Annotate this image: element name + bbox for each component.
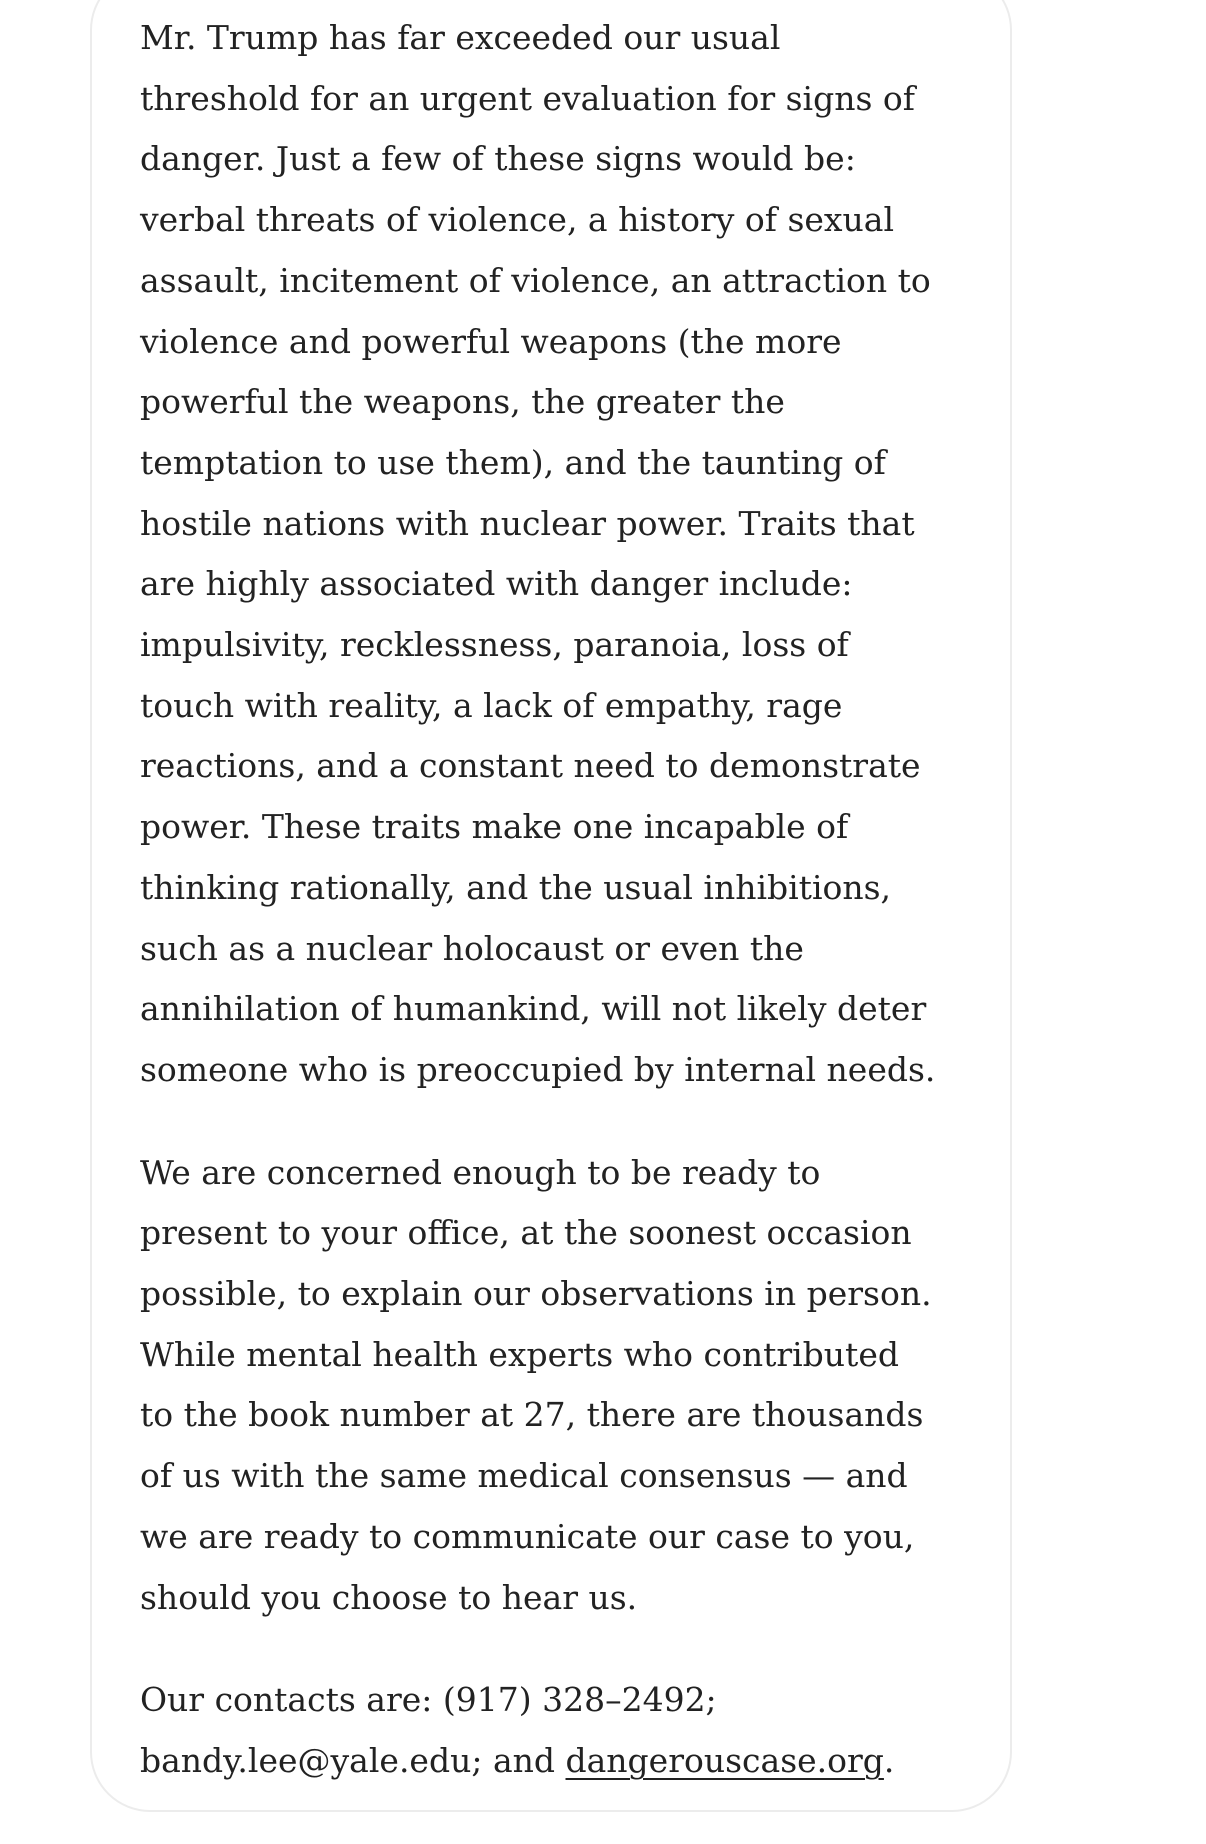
text-line: annihilation of humankind, will not likely deter xyxy=(140,989,927,1029)
text-line: assault, incitement of violence, an attraction to xyxy=(140,260,931,300)
text-line: temptation to use them), and the taunting of xyxy=(140,442,886,482)
paragraph-ready-to-present xyxy=(140,1143,980,1629)
paragraph-danger-signs xyxy=(140,8,980,1101)
text-line: impulsivity, recklessness, paranoia, loss of xyxy=(140,625,849,665)
text-line: verbal threats of violence, a history of sexual xyxy=(140,200,895,240)
text-line: such as a nuclear holocaust or even the xyxy=(140,928,804,968)
text-line: hostile nations with nuclear power. Traits that xyxy=(140,503,915,543)
text-line: We are concerned enough to be ready to xyxy=(140,1152,821,1192)
text-line: to the book number at 27, there are thousands xyxy=(140,1395,924,1435)
text-line: should you choose to hear us. xyxy=(140,1577,638,1617)
paragraph-contacts xyxy=(140,1670,980,1791)
contacts-email-line xyxy=(140,1731,980,1792)
text-line: threshold for an urgent evaluation for signs of xyxy=(140,78,915,118)
text-line: of us with the same medical consensus — and xyxy=(140,1456,908,1496)
text-line: are highly associated with danger include: xyxy=(140,564,853,604)
text-line: Mr. Trump has far exceeded our usual xyxy=(140,18,781,57)
text-line: danger. Just a few of these signs would be: xyxy=(140,139,856,179)
text-line: thinking rationally, and the usual inhibitions, xyxy=(140,867,892,907)
dangerouscase-link[interactable]: dangerouscase.org xyxy=(565,1740,884,1780)
text-line: While mental health experts who contributed xyxy=(140,1334,899,1374)
text-line: someone who is preoccupied by internal needs. xyxy=(140,1049,936,1089)
email-text: bandy.lee@yale.edu; and xyxy=(140,1740,566,1780)
article-body xyxy=(140,8,980,1834)
text-line: present to your office, at the soonest occasion xyxy=(140,1213,912,1253)
text-line: power. These traits make one incapable of xyxy=(140,807,849,847)
text-line: powerful the weapons, the greater the xyxy=(140,382,785,422)
text-line: we are ready to communicate our case to you, xyxy=(140,1516,915,1556)
contacts-phone-line: Our contacts are: (917) 328–2492; xyxy=(140,1680,717,1720)
text-line: reactions, and a constant need to demonstrate xyxy=(140,746,921,786)
text-line: violence and powerful weapons (the more xyxy=(140,321,842,361)
text-line: possible, to explain our observations in person. xyxy=(140,1274,932,1314)
trailing-period: . xyxy=(883,1740,895,1780)
text-line: touch with reality, a lack of empathy, rage xyxy=(140,685,843,725)
